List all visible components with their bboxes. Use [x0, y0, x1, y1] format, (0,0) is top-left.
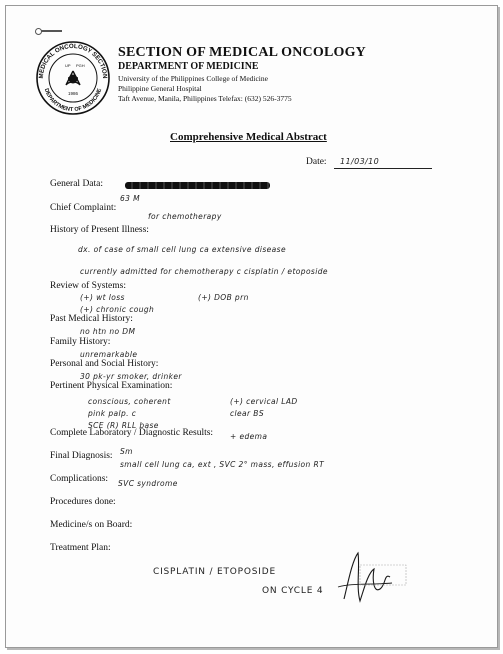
university-line: University of the Philippines College of Medicine — [118, 74, 268, 83]
label-family-history: Family History: — [50, 337, 111, 347]
date-line — [334, 168, 432, 169]
label-lab-results: Complete Laboratory / Diagnostic Results: — [50, 428, 214, 438]
address-line: Taft Avenue, Manila, Philippines Telefax: (632) 526-3775 — [118, 94, 292, 103]
hw-lab: + edema — [230, 432, 268, 441]
hw-ros-left1: (+) wt loss — [80, 293, 125, 302]
label-medicine: Medicine/s on Board: — [50, 520, 133, 530]
medical-oncology-seal — [35, 40, 111, 116]
section-title: SECTION OF MEDICAL ONCOLOGY — [118, 45, 366, 60]
seal-top-text: MEDICAL ONCOLOGY SECTION — [37, 42, 109, 79]
hw-plan-line2: ON CYCLE 4 — [262, 586, 324, 596]
hw-diagnosis: small cell lung ca, ext , SVC 2° mass, effusion RT — [120, 460, 325, 469]
redacted-name — [125, 182, 270, 189]
date-label: Date: — [306, 157, 327, 167]
date-value: 11/03/10 — [340, 157, 380, 166]
hw-age-sex: 63 M — [120, 194, 140, 203]
hw-chief-complaint: for chemotherapy — [148, 212, 222, 221]
label-history: History of Present Illness: — [50, 225, 149, 235]
hospital-line: Philippine General Hospital — [118, 84, 202, 93]
hw-plan-line1: CISPLATIN / ETOPOSIDE — [153, 567, 276, 577]
label-review: Review of Systems: — [50, 281, 126, 291]
label-chief-complaint: Chief Complaint: — [50, 203, 117, 213]
document-title: Comprehensive Medical Abstract — [170, 131, 327, 143]
hw-pe-left2: pink palp. c — [88, 409, 137, 418]
label-physical-exam: Pertinent Physical Examination: — [50, 381, 173, 391]
hw-pe-right1: (+) cervical LAD — [230, 397, 298, 406]
hw-pe-left3: SCE (R) RLL base — [88, 421, 159, 430]
label-treatment: Treatment Plan: — [50, 543, 111, 553]
svg-text:MEDICAL ONCOLOGY SECTION — [38, 43, 108, 79]
physician-signature — [330, 543, 410, 613]
seal-bottom-text: DEPARTMENT OF MEDICINE — [42, 87, 104, 114]
hw-dx-top: Sm — [120, 447, 133, 456]
hw-pe-right2: clear BS — [230, 409, 264, 418]
seal-year: 1986 — [67, 91, 79, 96]
hw-complications: SVC syndrome — [118, 479, 178, 488]
seal-inner-top: UP — [65, 63, 71, 68]
staple-mark — [38, 30, 62, 32]
seal-inner-mid: PGH — [76, 63, 85, 68]
hw-ros-right1: (+) DOB prn — [198, 293, 249, 302]
label-personal-social: Personal and Social History: — [50, 359, 159, 369]
hw-family: unremarkable — [80, 350, 138, 359]
hw-pmh: no htn no DM — [80, 327, 136, 336]
label-general-data: General Data: — [50, 179, 104, 189]
department-title: DEPARTMENT OF MEDICINE — [118, 61, 259, 72]
label-procedures: Procedures done: — [50, 497, 116, 507]
label-complications: Complications: — [50, 474, 109, 484]
hw-ros-left2: (+) chronic cough — [80, 305, 155, 314]
hw-hpi-line2: currently admitted for chemotherapy c cisplatin / etoposide — [80, 267, 328, 276]
label-past-history: Past Medical History: — [50, 314, 133, 324]
hw-pe-left1: conscious, coherent — [88, 397, 171, 406]
label-final-diagnosis: Final Diagnosis: — [50, 451, 113, 461]
hw-hpi-line1: dx. of case of small cell lung ca extensive disease — [78, 245, 286, 254]
hw-social: 30 pk-yr smoker, drinker — [80, 372, 182, 381]
